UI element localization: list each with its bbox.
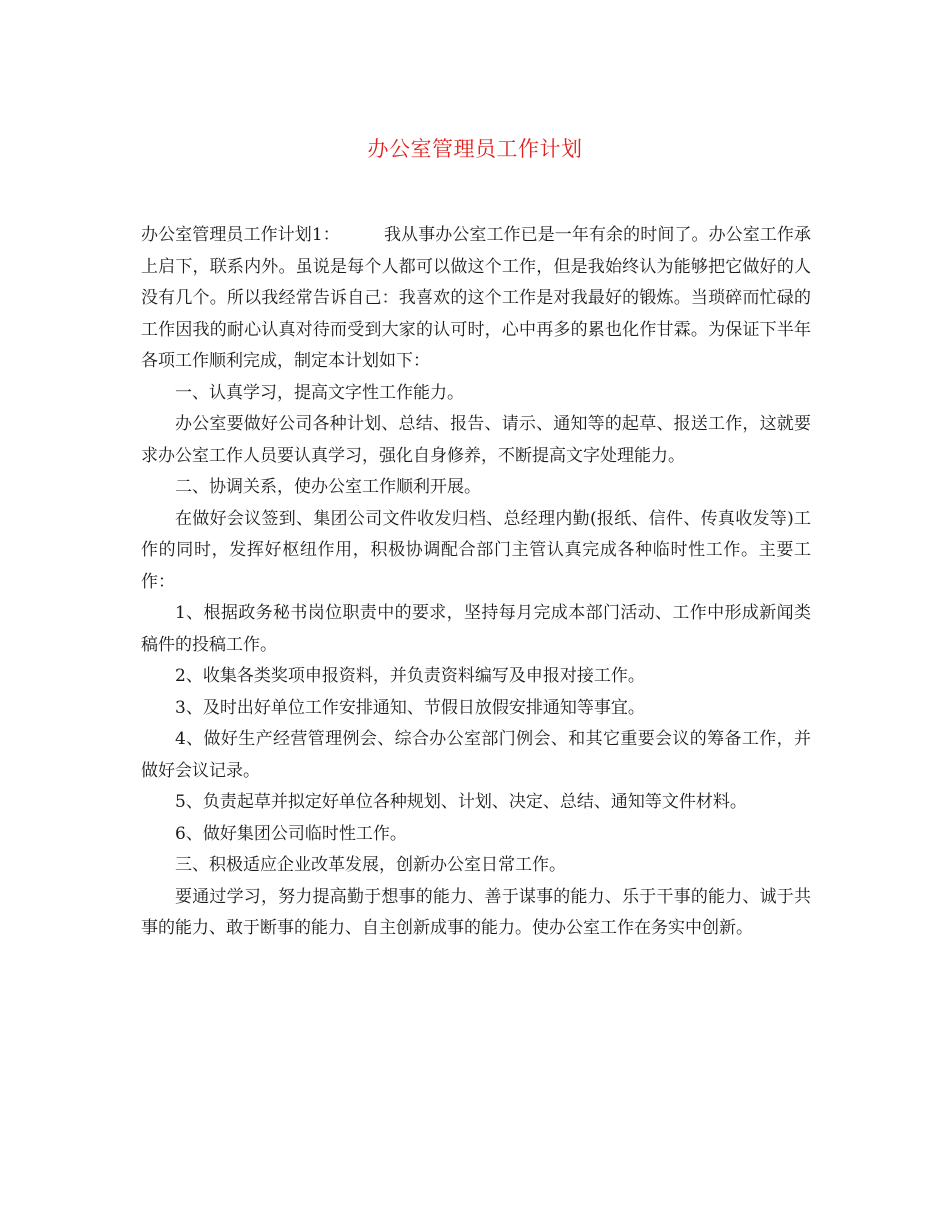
intro-text: 我从事办公室工作已是一年有余的时间了。办公室工作承上启下，联系内外。虽说是每个人都可以做这个工作，但是我始终认为能够把它做好的人没有几个。所以我经常告诉自己：我喜欢的这个工作是对我最好的锻炼。当琐碎而忙碌的工作因我的耐心认真对待而受到大家的认可时，心中再多的累也化作甘霖。为保证下半年各项工作顺利完成，制定本计划如下： — [141, 225, 812, 371]
list-item: 5、负责起草并拟定好单位各种规划、计划、决定、总结、通知等文件材料。 — [175, 792, 747, 812]
list-item: 4、做好生产经营管理例会、综合办公室部门例会、和其它重要会议的筹备工作，并做好会议记录。 — [141, 729, 811, 781]
list-item: 1、根据政务秘书岗位职责中的要求，坚持每月完成本部门活动、工作中形成新闻类稿件的投稿工作。 — [141, 603, 811, 655]
list-item: 6、做好集团公司临时性工作。 — [175, 823, 407, 844]
paragraph: 要通过学习，努力提高勤于想事的能力、善于谋事的能力、乐于干事的能力、诚于共事的能力、敢于断事的能力、自主创新成事的能力。使办公室工作在务实中创新。 — [141, 886, 811, 938]
list-item: 2、收集各类奖项申报资料，并负责资料编写及申报对接工作。 — [175, 666, 645, 686]
intro-paragraph — [141, 220, 811, 378]
paragraph: 在做好会议签到、集团公司文件收发归档、总经理内勤(报纸、信件、传真收发等)工作的同时，发挥好枢纽作用，积极协调配合部门主管认真完成各种临时性工作。主要工作： — [141, 508, 811, 592]
paragraph: 办公室要做好公司各种计划、总结、报告、请示、通知等的起草、报送工作，这就要求办公室工作人员要认真学习，强化自身修养，不断提高文字处理能力。 — [141, 414, 811, 466]
document-body — [141, 220, 811, 945]
list-item: 3、及时出好单位工作安排通知、节假日放假安排通知等事宜。 — [175, 697, 645, 718]
section-heading-3: 三、积极适应企业改革发展，创新办公室日常工作。 — [175, 855, 566, 875]
section-heading-2: 二、协调关系，使办公室工作顺利开展。 — [175, 477, 481, 497]
document-title: 办公室管理员工作计划 — [367, 137, 583, 161]
intro-label: 办公室管理员工作计划1： — [141, 225, 340, 245]
section-heading-1: 一、认真学习，提高文字性工作能力。 — [175, 382, 464, 403]
